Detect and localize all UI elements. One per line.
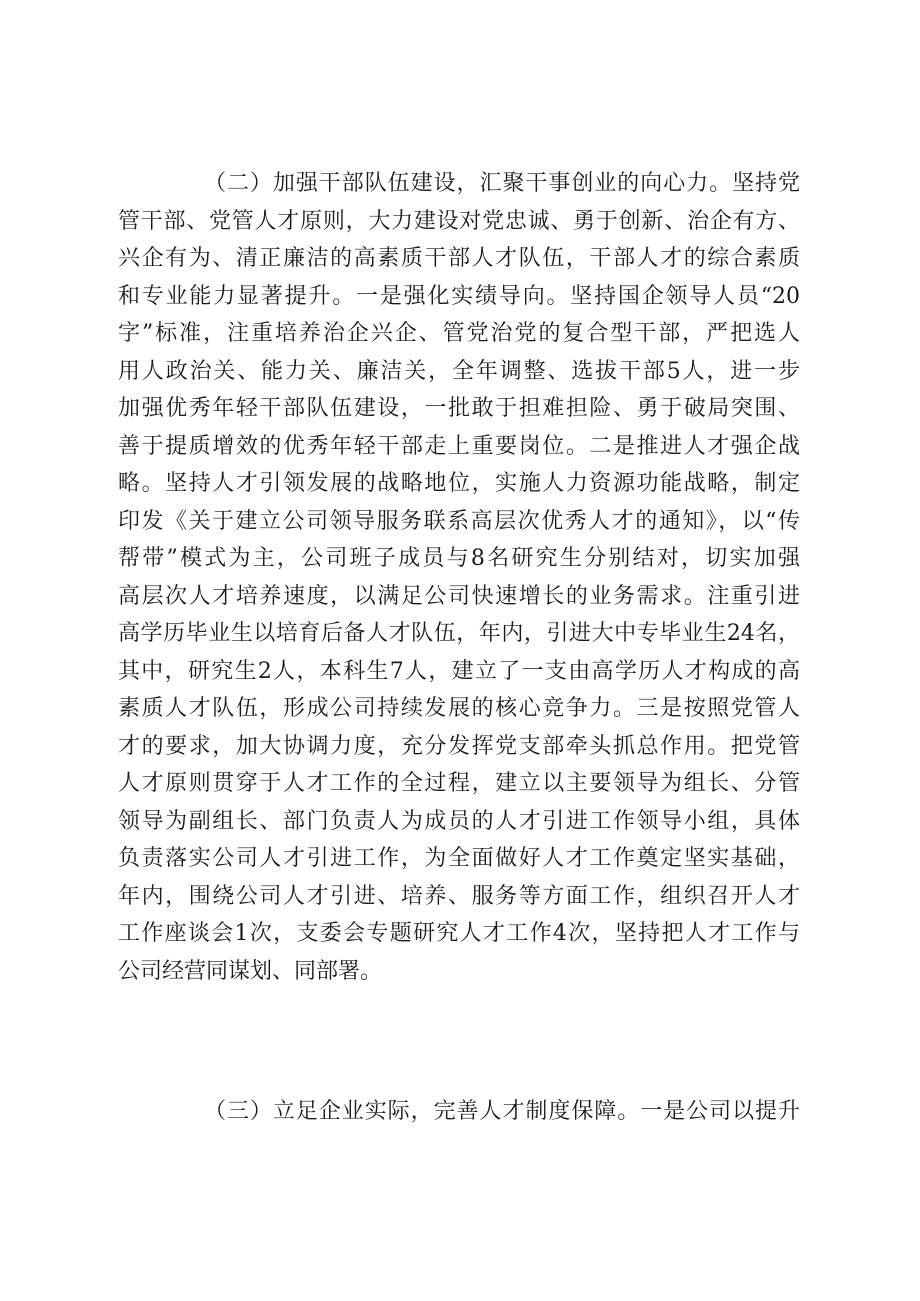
text-line: 略。坚持人才引领发展的战略地位，实施人力资源功能战略，制定: [118, 471, 800, 496]
text-line: 领导为副组长、部门负责人为成员的人才引进工作领导小组，具体: [118, 808, 800, 834]
text-line: 和专业能力显著提升。一是强化实绩导向。坚持国企领导人员“20: [118, 283, 800, 309]
text-line: （三）立足企业实际，完善人才制度保障。一是公司以提升: [204, 1099, 800, 1124]
text-line: 用人政治关、能力关、廉洁关，全年调整、选拔干部5人，进一步: [118, 358, 800, 384]
text-line: 素质人才队伍，形成公司持续发展的核心竞争力。三是按照党管人: [118, 696, 800, 721]
text-line: 工作座谈会1次，支委会专题研究人才工作4次，坚持把人才工作与: [118, 921, 800, 946]
text-line: 帮带”模式为主，公司班子成员与8名研究生分别结对，切实加强: [118, 546, 800, 571]
text-line: 管干部、党管人才原则，大力建设对党忠诚、勇于创新、治企有方、: [118, 208, 800, 234]
paragraph-cadre-team: [118, 165, 800, 990]
paragraph-talent-system: [118, 1093, 800, 1131]
text-line: 字”标准，注重培养治企兴企、管党治党的复合型干部，严把选人: [118, 321, 800, 346]
text-line: 年内，围绕公司人才引进、培养、服务等方面工作，组织召开人才: [118, 883, 800, 909]
text-line: 其中，研究生2人，本科生7人，建立了一支由高学历人才构成的高: [118, 658, 800, 684]
text-line: 才的要求，加大协调力度，充分发挥党支部牵头抓总作用。把党管: [118, 733, 800, 759]
text-line: 印发《关于建立公司领导服务联系高层次优秀人才的通知》，以“传: [118, 508, 800, 534]
text-line: （二）加强干部队伍建设，汇聚干事创业的向心力。坚持党: [204, 171, 800, 196]
text-line: 高层次人才培养速度，以满足公司快速增长的业务需求。注重引进: [118, 583, 800, 609]
text-line: 负责落实公司人才引进工作，为全面做好人才工作奠定坚实基础，: [118, 846, 800, 871]
text-line: 兴企有为、清正廉洁的高素质干部人才队伍，干部人才的综合素质: [118, 246, 800, 271]
text-line: 善于提质增效的优秀年轻干部走上重要岗位。二是推进人才强企战: [118, 433, 800, 459]
text-line: 加强优秀年轻干部队伍建设，一批敢于担难担险、勇于破局突围、: [118, 396, 800, 421]
text-line: 高学历毕业生以培育后备人才队伍，年内，引进大中专毕业生24名，: [118, 621, 800, 646]
text-line: 公司经营同谋划、同部署。: [118, 958, 383, 984]
text-line: 人才原则贯穿于人才工作的全过程，建立以主要领导为组长、分管: [118, 771, 800, 796]
